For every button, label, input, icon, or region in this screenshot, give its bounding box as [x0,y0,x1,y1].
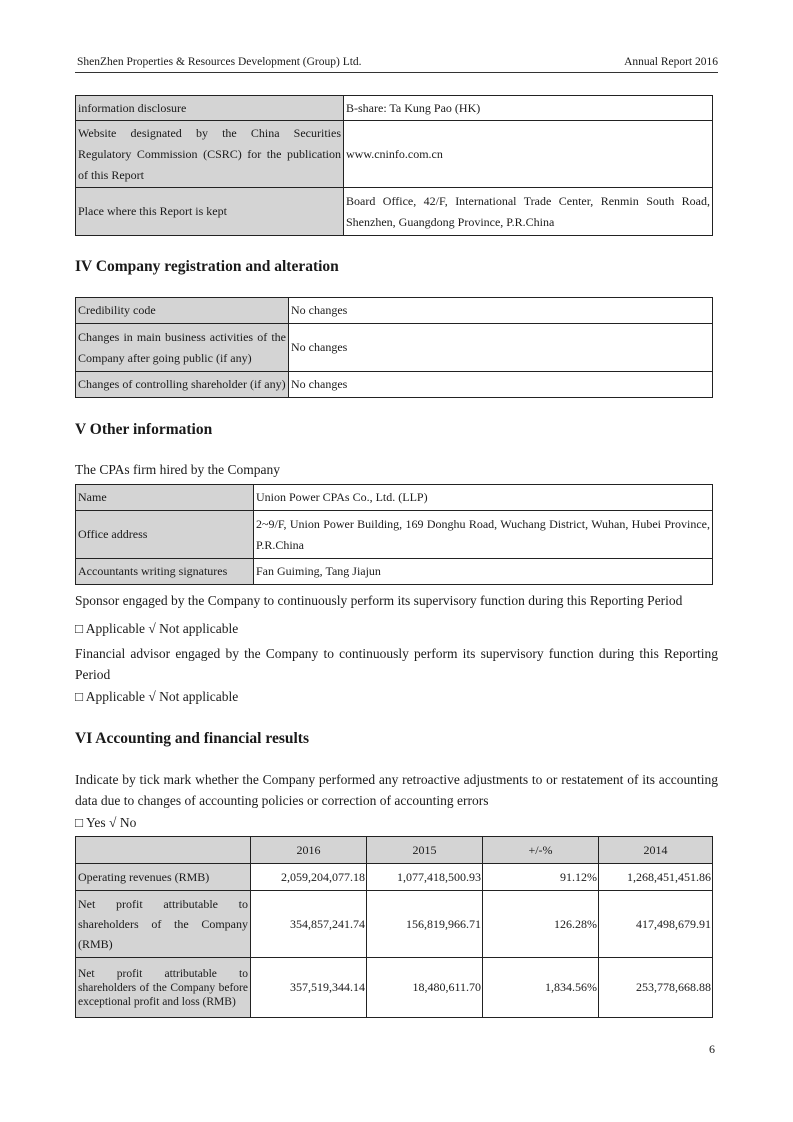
table-row [76,864,713,891]
info-value: www.cninfo.com.cn [344,121,713,188]
value-cell: 18,480,611.70 [367,958,483,1018]
info-label: information disclosure [76,96,344,121]
advisor-text: Financial advisor engaged by the Company to continuously perform its supervisory function during this Reporting Period [75,646,718,682]
row-label: Net profit attributable to shareholders of the Company before exceptional profit and loss (RMB) [76,958,251,1018]
row-label: Net profit attributable to shareholders of the Company (RMB) [76,891,251,958]
registration-table [75,297,713,398]
page-number: 6 [709,1042,715,1056]
value-cell: 91.12% [483,864,599,891]
header-company: ShenZhen Properties & Resources Development (Group) Ltd. [77,56,362,68]
value-cell: 354,857,241.74 [251,891,367,958]
info-label: Place where this Report is kept [76,188,344,236]
row-label: Operating revenues (RMB) [76,864,251,891]
reg-label: Credibility code [76,298,289,324]
reg-value: No changes [289,324,713,372]
sponsor-text: Sponsor engaged by the Company to continuously perform its supervisory function during this Reporting Period [75,593,683,608]
value-cell: 2,059,204,077.18 [251,864,367,891]
value-cell: 1,077,418,500.93 [367,864,483,891]
header-report: Annual Report 2016 [624,56,718,68]
info-value: B-share: Ta Kung Pao (HK) [344,96,713,121]
section-title: V Other information [75,421,213,438]
page-header [75,56,718,73]
reg-label: Changes in main business activities of the Company after going public (if any) [76,324,289,372]
cpa-value: Union Power CPAs Co., Ltd. (LLP) [254,485,713,511]
value-cell: 126.28% [483,891,599,958]
column-header: 2015 [367,837,483,864]
info-label: Website designated by the China Securities Regulatory Commission (CSRC) for the publication of this Report [76,121,344,188]
value-cell: 1,268,451,451.86 [599,864,713,891]
column-header: +/-% [483,837,599,864]
financial-table [75,836,713,1018]
reg-label: Changes of controlling shareholder (if any) [76,372,289,398]
table-row [76,958,713,1018]
cpa-label: Office address [76,511,254,559]
cpa-value: Fan Guiming, Tang Jiajun [254,559,713,585]
section-title: IV Company registration and alteration [75,258,339,275]
advisor-choice: □ Applicable √ Not applicable [75,689,239,704]
value-cell: 156,819,966.71 [367,891,483,958]
cpa-intro: The CPAs firm hired by the Company [75,462,280,477]
cpa-value: 2~9/F, Union Power Building, 169 Donghu Road, Wuchang District, Wuhan, Hubei Province, P.R.China [254,511,713,559]
restatement-choice: □ Yes √ No [75,815,137,830]
reg-value: No changes [289,298,713,324]
value-cell: 417,498,679.91 [599,891,713,958]
reg-value: No changes [289,372,713,398]
value-cell: 1,834.56% [483,958,599,1018]
value-cell: 253,778,668.88 [599,958,713,1018]
value-cell: 357,519,344.14 [251,958,367,1018]
column-header: 2016 [251,837,367,864]
sponsor-choice: □ Applicable √ Not applicable [75,621,239,636]
info-value: Board Office, 42/F, International Trade Center, Renmin South Road, Shenzhen, Guangdong Province, P.R.China [344,188,713,236]
cpa-table [75,484,713,585]
cpa-label: Name [76,485,254,511]
restatement-intro: Indicate by tick mark whether the Company performed any retroactive adjustments to or restatement of its accounting data due to changes of accounting policies or correction of accounting errors [75,772,718,808]
info-table [75,95,713,236]
section-title: VI Accounting and financial results [75,730,309,747]
column-header: 2014 [599,837,713,864]
table-row [76,891,713,958]
corner-cell [76,837,251,864]
cpa-label: Accountants writing signatures [76,559,254,585]
